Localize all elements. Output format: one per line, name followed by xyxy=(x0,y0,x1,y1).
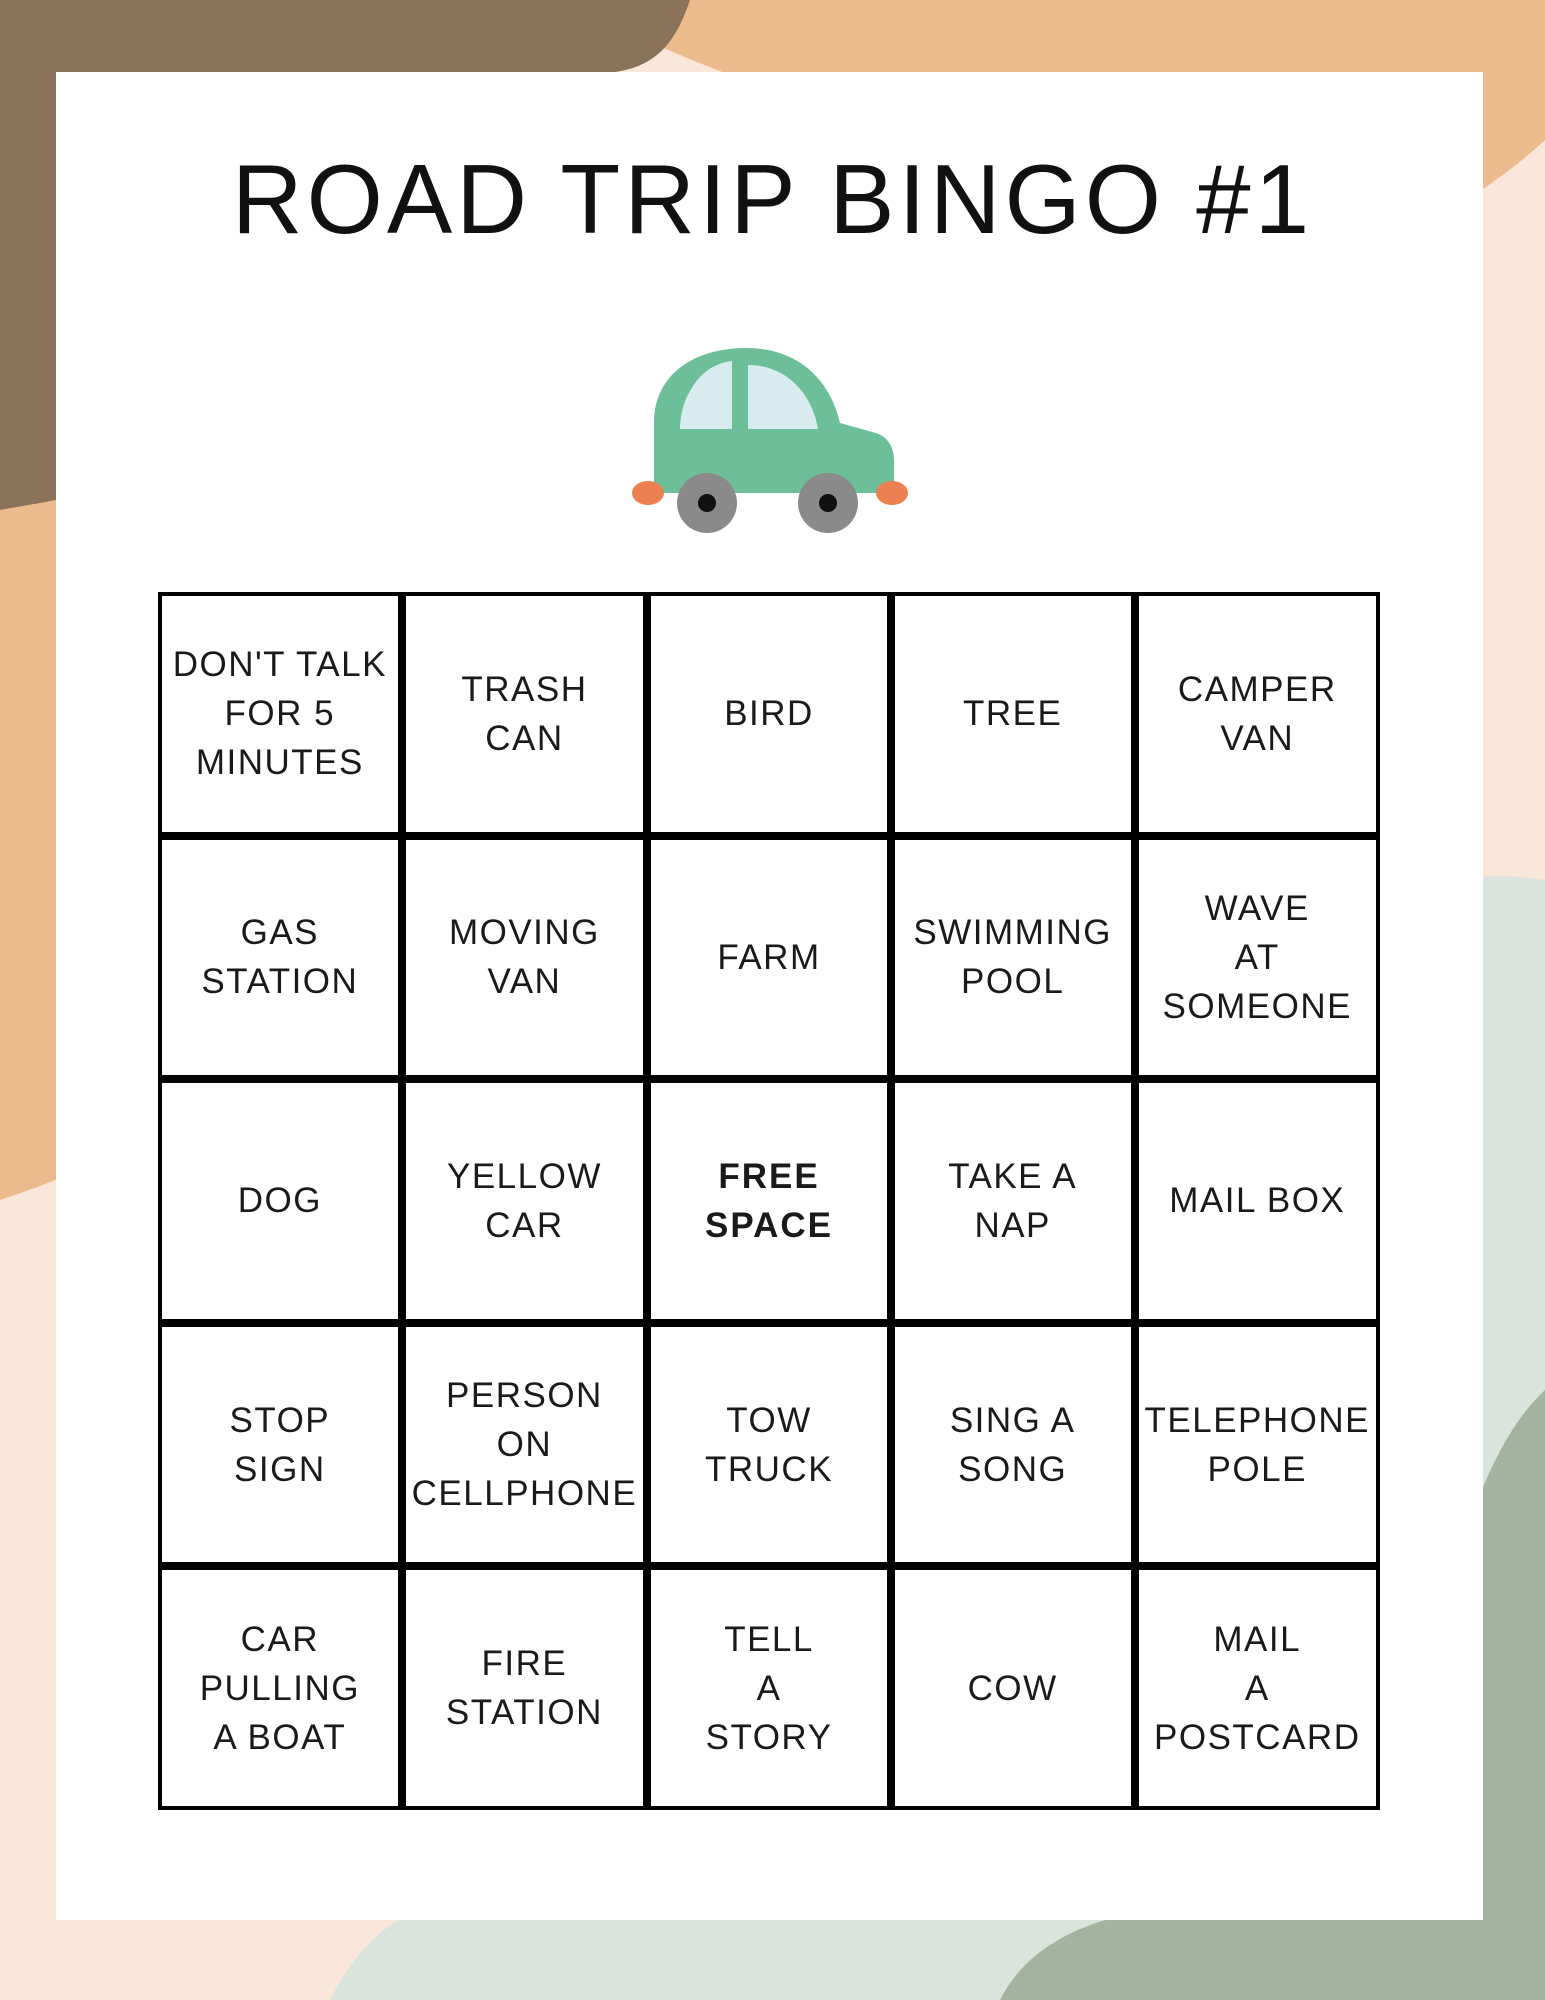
bingo-cell[interactable]: PERSON ON CELLPHONE xyxy=(406,1327,644,1563)
bingo-cell[interactable]: SWIMMING POOL xyxy=(895,840,1131,1076)
bingo-cell[interactable]: MAIL A POSTCARD xyxy=(1139,1570,1377,1806)
bingo-cell[interactable]: DOG xyxy=(162,1083,398,1319)
bingo-cell[interactable]: TOW TRUCK xyxy=(651,1327,887,1563)
bingo-cell[interactable]: COW xyxy=(895,1570,1131,1806)
bingo-cell[interactable]: TAKE A NAP xyxy=(895,1083,1131,1319)
bingo-cell[interactable]: WAVE AT SOMEONE xyxy=(1139,840,1377,1076)
bingo-cell[interactable]: STOP SIGN xyxy=(162,1327,398,1563)
bingo-cell[interactable]: DON'T TALK FOR 5 MINUTES xyxy=(162,596,398,832)
car-icon xyxy=(626,343,910,533)
bingo-cell[interactable]: MAIL BOX xyxy=(1139,1083,1377,1319)
bingo-cell[interactable]: GAS STATION xyxy=(162,840,398,1076)
bingo-cell[interactable]: TRASH CAN xyxy=(406,596,644,832)
bingo-cell[interactable]: TELL A STORY xyxy=(651,1570,887,1806)
bingo-grid xyxy=(158,592,1380,1810)
free-space-cell[interactable]: FREE SPACE xyxy=(651,1083,887,1319)
bingo-cell[interactable]: MOVING VAN xyxy=(406,840,644,1076)
bingo-cell[interactable]: SING A SONG xyxy=(895,1327,1131,1563)
bingo-cell[interactable]: TREE xyxy=(895,596,1131,832)
bingo-cell[interactable]: CAR PULLING A BOAT xyxy=(162,1570,398,1806)
bingo-cell[interactable]: BIRD xyxy=(651,596,887,832)
bingo-cell[interactable]: YELLOW CAR xyxy=(406,1083,644,1319)
bingo-cell[interactable]: FARM xyxy=(651,840,887,1076)
bingo-cell[interactable]: FIRE STATION xyxy=(406,1570,644,1806)
bingo-cell[interactable]: CAMPER VAN xyxy=(1139,596,1377,832)
bingo-cell[interactable]: TELEPHONE POLE xyxy=(1139,1327,1377,1563)
page-title: ROAD TRIP BINGO #1 xyxy=(231,144,1314,254)
